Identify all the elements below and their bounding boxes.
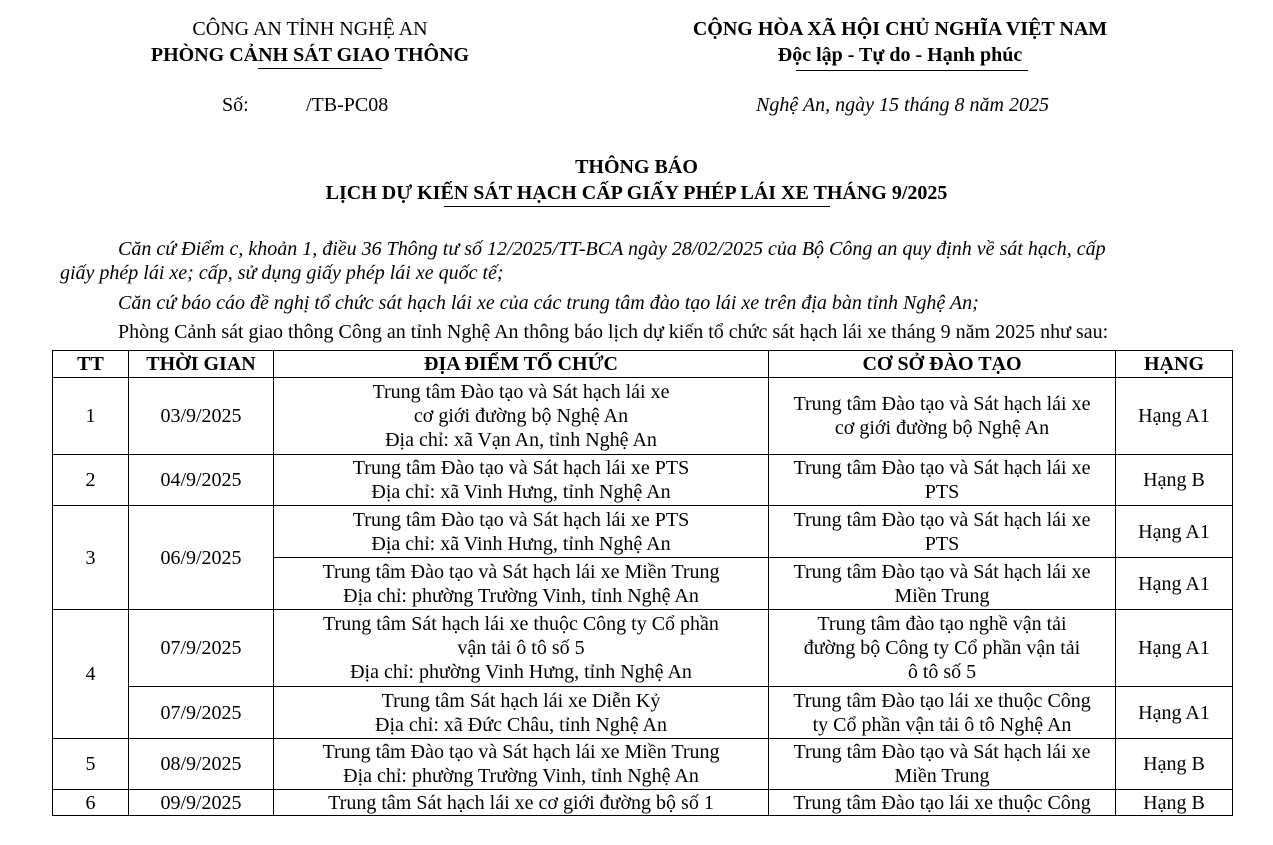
cell-school — [769, 558, 1116, 610]
cell-venue — [274, 739, 769, 790]
school-line: Trung tâm Đào tạo và Sát hạch lái xe — [793, 508, 1091, 531]
cell-school — [769, 455, 1116, 506]
header-venue: ĐỊA ĐIỂM TỔ CHỨC — [274, 351, 769, 378]
table-header-row — [53, 351, 1233, 378]
venue-line: Địa chỉ: phường Trường Vinh, tỉnh Nghệ An — [343, 765, 699, 787]
school-line: Trung tâm Đào tạo và Sát hạch lái xe — [793, 457, 1091, 479]
cell-class: Hạng A1 — [1116, 506, 1233, 558]
venue-line: Địa chỉ: xã Vinh Hưng, tỉnh Nghệ An — [371, 481, 671, 503]
school-line: Trung tâm Đào tạo và Sát hạch lái xe — [793, 741, 1091, 763]
cell-tt: 4 — [53, 610, 129, 739]
venue-line: Địa chỉ: phường Trường Vinh, tỉnh Nghệ An — [343, 584, 699, 607]
cell-time: 06/9/2025 — [129, 506, 274, 610]
document-subtitle: LỊCH DỰ KIẾN SÁT HẠCH CẤP GIẤY PHÉP LÁI XE THÁNG 9/2025 — [325, 182, 948, 204]
cell-school — [769, 739, 1116, 790]
table-row — [53, 790, 1233, 816]
document-number-label: Số: — [222, 94, 249, 116]
header-time: THỜI GIAN — [129, 351, 274, 378]
school-line: Trung tâm Đào tạo lái xe thuộc Công — [793, 791, 1091, 814]
motto-underline — [796, 70, 1028, 71]
national-motto: Độc lập - Tự do - Hạnh phúc — [777, 44, 1023, 66]
cell-tt: 1 — [53, 378, 129, 455]
cell-venue — [274, 378, 769, 455]
school-line: ty Cổ phần vận tải ô tô Nghệ An — [812, 713, 1072, 736]
cell-time: 03/9/2025 — [129, 378, 274, 455]
school-line: Miền Trung — [894, 584, 990, 607]
cell-venue — [274, 687, 769, 739]
venue-line: Trung tâm Đào tạo và Sát hạch lái xe Miền Trung — [322, 741, 720, 763]
announcement-intro: Phòng Cảnh sát giao thông Công an tỉnh Nghệ An thông báo lịch dự kiến tổ chức sát hạch lái xe tháng 9 năm 2025 như sau: — [118, 321, 1109, 343]
venue-line: Địa chỉ: xã Vạn An, tỉnh Nghệ An — [385, 429, 657, 451]
school-line: Trung tâm Đào tạo lái xe thuộc Công — [793, 689, 1091, 712]
cell-venue — [274, 610, 769, 687]
cell-school — [769, 790, 1116, 816]
school-line: Trung tâm Đào tạo và Sát hạch lái xe — [793, 393, 1091, 415]
school-line: Trung tâm Đào tạo và Sát hạch lái xe — [793, 560, 1091, 583]
cell-school — [769, 687, 1116, 739]
legal-basis-line1: Căn cứ Điểm c, khoản 1, điều 36 Thông tư số 12/2025/TT-BCA ngày 28/02/2025 của Bộ Công an quy định về sát hạch, cấp — [118, 238, 1106, 260]
venue-line: Trung tâm Sát hạch lái xe Diễn Kỷ — [381, 689, 661, 712]
cell-time: 08/9/2025 — [129, 739, 274, 790]
cell-time: 04/9/2025 — [129, 455, 274, 506]
table-row — [53, 687, 1233, 739]
school-line: ô tô số 5 — [907, 661, 977, 683]
agency-name: CÔNG AN TỈNH NGHỆ AN — [192, 18, 428, 40]
document-date: Nghệ An, ngày 15 tháng 8 năm 2025 — [756, 94, 1049, 116]
venue-line: Địa chỉ: xã Đức Châu, tỉnh Nghệ An — [375, 713, 667, 736]
school-line: đường bộ Công ty Cổ phần vận tải — [803, 637, 1081, 659]
department-name: PHÒNG CẢNH SÁT GIAO THÔNG — [150, 44, 470, 66]
cell-class: Hạng B — [1116, 790, 1233, 816]
cell-venue — [274, 506, 769, 558]
country-name: CỘNG HÒA XÃ HỘI CHỦ NGHĨA VIỆT NAM — [692, 18, 1108, 40]
header-left — [110, 16, 510, 68]
cell-tt: 2 — [53, 455, 129, 506]
subtitle-underline — [444, 206, 830, 207]
venue-line: vận tải ô tô số 5 — [457, 637, 585, 659]
venue-line: Trung tâm Sát hạch lái xe cơ giới đường bộ số 1 — [328, 791, 714, 814]
cell-class: Hạng B — [1116, 739, 1233, 790]
cell-class: Hạng A1 — [1116, 687, 1233, 739]
cell-tt: 6 — [53, 790, 129, 816]
schedule-table — [52, 350, 1233, 816]
school-line: Trung tâm đào tạo nghề vận tải — [817, 613, 1067, 635]
table-row — [53, 610, 1233, 687]
venue-line: Trung tâm Đào tạo và Sát hạch lái xe — [372, 381, 670, 403]
cell-class: Hạng B — [1116, 455, 1233, 506]
cell-school — [769, 506, 1116, 558]
header-class: HẠNG — [1116, 351, 1233, 378]
venue-line: Trung tâm Sát hạch lái xe thuộc Công ty Cổ phần — [323, 613, 719, 635]
document-title: THÔNG BÁO — [575, 156, 698, 178]
header-tt: TT — [53, 351, 129, 378]
cell-class: Hạng A1 — [1116, 610, 1233, 687]
cell-class: Hạng A1 — [1116, 558, 1233, 610]
school-line: cơ giới đường bộ Nghệ An — [834, 417, 1050, 439]
table-row — [53, 378, 1233, 455]
header-right — [640, 16, 1160, 68]
school-line: Miền Trung — [894, 765, 990, 787]
venue-line: Trung tâm Đào tạo và Sát hạch lái xe PTS — [352, 508, 690, 531]
cell-school — [769, 610, 1116, 687]
document-number-code: /TB-PC08 — [306, 94, 389, 116]
header-school: CƠ SỞ ĐÀO TẠO — [769, 351, 1116, 378]
cell-time: 07/9/2025 — [129, 610, 274, 687]
venue-line: cơ giới đường bộ Nghệ An — [413, 405, 629, 427]
department-underline — [258, 68, 382, 69]
cell-school — [769, 378, 1116, 455]
school-line: PTS — [924, 532, 960, 555]
cell-class: Hạng A1 — [1116, 378, 1233, 455]
cell-venue — [274, 790, 769, 816]
cell-time: 07/9/2025 — [129, 687, 274, 739]
report-basis: Căn cứ báo cáo đề nghị tổ chức sát hạch lái xe của các trung tâm đào tạo lái xe trên địa bàn tỉnh Nghệ An; — [118, 292, 979, 314]
table-row — [53, 739, 1233, 790]
venue-line: Trung tâm Đào tạo và Sát hạch lái xe Miền Trung — [322, 560, 720, 583]
venue-line: Trung tâm Đào tạo và Sát hạch lái xe PTS — [352, 457, 690, 479]
table-row — [53, 455, 1233, 506]
cell-tt: 3 — [53, 506, 129, 610]
school-line: PTS — [924, 481, 960, 503]
cell-venue — [274, 455, 769, 506]
cell-tt: 5 — [53, 739, 129, 790]
venue-line: Địa chỉ: phường Vinh Hưng, tỉnh Nghệ An — [350, 661, 692, 683]
cell-venue — [274, 558, 769, 610]
venue-line: Địa chỉ: xã Vinh Hưng, tỉnh Nghệ An — [371, 532, 671, 555]
table-row — [53, 506, 1233, 558]
legal-basis-line2: giấy phép lái xe; cấp, sử dụng giấy phép lái xe quốc tế; — [60, 262, 504, 284]
cell-time: 09/9/2025 — [129, 790, 274, 816]
